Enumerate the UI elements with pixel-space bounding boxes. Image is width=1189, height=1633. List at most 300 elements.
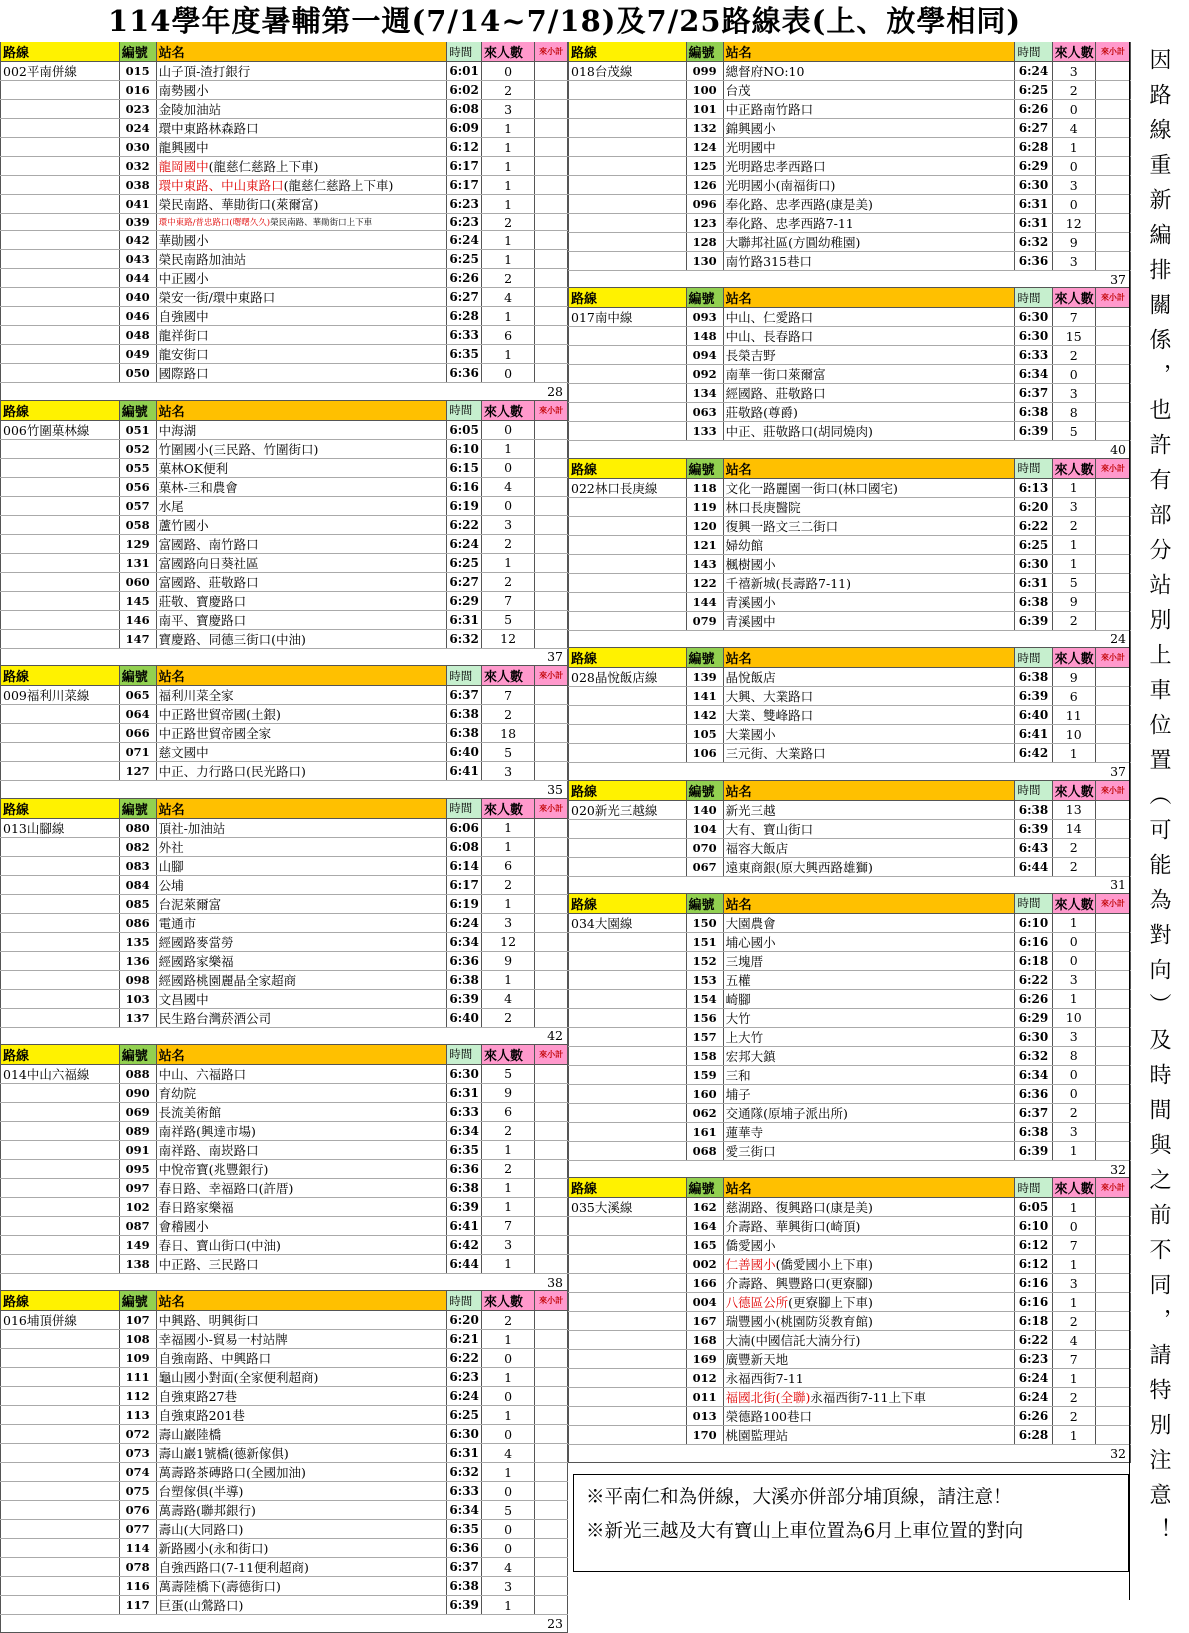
stop-name-text: 莊敬路(尊爵)	[725, 405, 798, 421]
stop-name-text: 晶悅飯店	[725, 670, 776, 686]
stop-code: 126	[686, 176, 723, 195]
route-name-empty	[1, 837, 120, 856]
stop-code: 165	[686, 1236, 723, 1255]
stop-subtotal	[1095, 706, 1130, 725]
stop-row	[1, 157, 568, 176]
stop-name-text: 復興一路文三二街口	[725, 518, 839, 534]
stop-time: 6:27	[447, 572, 482, 591]
stop-subtotal	[1095, 214, 1130, 233]
stop-name-text: 青溪國中	[725, 613, 776, 629]
stop-subtotal	[535, 837, 568, 856]
stop-name-text: 中悅帝寶(兆豐銀行)	[158, 1161, 269, 1177]
stop-subtotal	[535, 288, 568, 307]
stop-subtotal	[535, 439, 568, 458]
stop-name-text: 莊敬、寶慶路口	[158, 593, 247, 609]
route-name-empty	[569, 195, 687, 214]
stop-count: 2	[482, 1121, 535, 1140]
stop-count: 1	[482, 1140, 535, 1159]
stop-count: 4	[482, 1444, 535, 1463]
route-header-row	[1, 798, 568, 818]
stop-name-text: 林口長庚醫院	[725, 499, 801, 515]
stop-code: 050	[119, 364, 156, 383]
stop-code: 119	[686, 497, 723, 516]
stop-name	[723, 800, 1015, 819]
stop-code: 097	[119, 1178, 156, 1197]
stop-name	[156, 138, 447, 157]
stop-subtotal	[535, 195, 568, 214]
stop-code: 056	[119, 477, 156, 496]
stop-name-highlight: 龍岡國中	[158, 159, 209, 174]
stop-subtotal	[1095, 176, 1130, 195]
stop-time: 6:09	[447, 119, 482, 138]
route-total-row	[569, 763, 1131, 780]
stop-name-text: 大園農會	[725, 915, 776, 931]
route-name-empty	[569, 119, 687, 138]
header-stop: 站名	[156, 798, 447, 818]
stop-name	[723, 1236, 1015, 1255]
route-name-empty	[569, 252, 687, 271]
route-name-empty	[1, 1121, 120, 1140]
stop-row	[569, 1312, 1131, 1331]
stop-count: 1	[1052, 1255, 1095, 1274]
stop-name	[723, 1103, 1015, 1122]
stop-time: 6:24	[1015, 1369, 1052, 1388]
stop-row	[1, 1254, 568, 1273]
route-total-row	[1, 648, 568, 665]
route-name: 016埔頂併線	[1, 1311, 120, 1330]
stop-name-text: 中山、仁愛路口	[725, 310, 814, 326]
stop-name	[156, 572, 447, 591]
stop-name-text: 台泥萊爾富	[158, 896, 222, 912]
stop-name	[156, 458, 447, 477]
stop-row	[1, 1577, 568, 1596]
stop-subtotal	[1095, 478, 1130, 497]
route-name-empty	[569, 744, 687, 763]
route-name-empty	[1, 989, 120, 1008]
stop-time: 6:38	[1015, 403, 1052, 422]
stop-time: 6:33	[447, 326, 482, 345]
stop-subtotal	[1095, 668, 1130, 687]
stop-subtotal	[1095, 970, 1130, 989]
stop-count: 3	[482, 1577, 535, 1596]
stop-name-text: 福利川菜全家	[158, 688, 234, 704]
stop-code: 016	[119, 81, 156, 100]
route-name-empty	[569, 1065, 687, 1084]
stop-name-text: 華勛國小	[158, 233, 209, 249]
stop-count: 0	[1052, 195, 1095, 214]
stop-code: 127	[119, 762, 156, 781]
stop-code: 076	[119, 1501, 156, 1520]
stop-row	[1, 970, 568, 989]
stop-row	[1, 894, 568, 913]
route-name-empty	[1, 1406, 120, 1425]
stop-code: 153	[686, 970, 723, 989]
stop-time: 6:31	[447, 1083, 482, 1102]
stop-time: 6:23	[447, 1368, 482, 1387]
stop-code: 093	[686, 308, 723, 327]
stop-row	[569, 1084, 1131, 1103]
stop-count: 5	[482, 1501, 535, 1520]
stop-row	[1, 686, 568, 705]
header-count: 來人數	[1052, 1178, 1095, 1198]
route-name-empty	[1, 81, 120, 100]
route-name-empty	[1, 1349, 120, 1368]
stop-subtotal	[1095, 1008, 1130, 1027]
stop-name-text: 民生路台灣菸酒公司	[158, 1010, 272, 1026]
stop-time: 6:25	[1015, 535, 1052, 554]
stop-count: 2	[1052, 611, 1095, 630]
stop-time: 6:32	[447, 1463, 482, 1482]
stop-name-text: 介壽路、興豐路口(更寮腳)	[725, 1276, 873, 1292]
stop-subtotal	[535, 119, 568, 138]
stop-subtotal	[535, 1330, 568, 1349]
stop-row	[569, 1350, 1131, 1369]
route-name-empty	[1, 629, 120, 648]
stop-subtotal	[1095, 1122, 1130, 1141]
header-subtotal: 來小計	[1095, 648, 1130, 668]
stop-code: 082	[119, 837, 156, 856]
header-subtotal: 來小計	[535, 1044, 568, 1064]
route-name-empty	[569, 157, 687, 176]
stop-count: 0	[482, 364, 535, 383]
stop-code: 032	[119, 157, 156, 176]
stop-subtotal	[535, 1558, 568, 1577]
stop-code: 090	[119, 1083, 156, 1102]
stop-subtotal	[1095, 913, 1130, 932]
stop-time: 6:32	[1015, 233, 1052, 252]
stop-name	[723, 687, 1015, 706]
stop-name	[723, 119, 1015, 138]
stop-count: 1	[482, 1254, 535, 1273]
stop-name-text: 公埔	[158, 877, 184, 893]
stop-count: 3	[482, 515, 535, 534]
header-stop: 站名	[723, 780, 1015, 800]
route-name-empty	[1, 1558, 120, 1577]
stop-row	[1, 364, 568, 383]
header-code: 編號	[686, 42, 723, 62]
stop-name-text: 萬壽路茶磚路口(全國加油)	[158, 1465, 306, 1481]
stop-time: 6:36	[447, 1539, 482, 1558]
stop-row	[1, 420, 568, 439]
stop-code: 074	[119, 1463, 156, 1482]
stop-row	[1, 1539, 568, 1558]
stop-count: 4	[482, 989, 535, 1008]
stop-name	[723, 744, 1015, 763]
header-time: 時間	[447, 42, 482, 62]
route-name-empty	[569, 100, 687, 119]
stop-name	[156, 1121, 447, 1140]
stop-name-text: 經國路桃園麗晶全家超商	[158, 972, 297, 988]
route-name: 009福利川菜線	[1, 686, 120, 705]
stop-subtotal	[535, 705, 568, 724]
stop-time: 6:44	[447, 1254, 482, 1273]
stop-code: 068	[686, 1141, 723, 1160]
route-name-empty	[1, 100, 120, 119]
stop-row	[1, 1102, 568, 1121]
route-name-empty	[1, 250, 120, 269]
stop-code: 168	[686, 1331, 723, 1350]
stop-time: 6:39	[447, 1197, 482, 1216]
stop-subtotal	[1095, 1141, 1130, 1160]
stop-row	[569, 1407, 1131, 1426]
stop-time: 6:22	[1015, 516, 1052, 535]
header-time: 時間	[1015, 42, 1052, 62]
stop-count: 1	[482, 119, 535, 138]
stop-name-text: 經國路、莊敬路口	[725, 386, 826, 402]
stop-name-text: 中海湖	[158, 422, 197, 438]
stop-time: 6:37	[1015, 1103, 1052, 1122]
stop-subtotal	[1095, 1198, 1130, 1217]
stop-time: 6:24	[447, 231, 482, 250]
route-name-empty	[1, 515, 120, 534]
stop-code: 066	[119, 724, 156, 743]
route-name-empty	[569, 554, 687, 573]
stop-name-text: 南勢國小	[158, 83, 209, 98]
stop-name	[156, 1349, 447, 1368]
stop-subtotal	[535, 138, 568, 157]
stop-name-text: 中山、長春路口	[725, 329, 814, 345]
stop-name	[156, 62, 447, 81]
stop-name	[723, 1312, 1015, 1331]
stop-name	[156, 1102, 447, 1121]
stop-name	[156, 591, 447, 610]
stop-count: 14	[1052, 819, 1095, 838]
stop-subtotal	[535, 1463, 568, 1482]
header-subtotal: 來小計	[535, 1291, 568, 1311]
stop-count: 6	[1052, 687, 1095, 706]
stop-code: 150	[686, 913, 723, 932]
route-total: 35	[1, 781, 568, 798]
stop-row	[1, 610, 568, 629]
stop-count: 1	[482, 439, 535, 458]
stop-subtotal	[535, 989, 568, 1008]
stop-code: 092	[686, 365, 723, 384]
stop-name	[723, 346, 1015, 365]
header-time: 時間	[447, 666, 482, 686]
stop-code: 039	[119, 214, 156, 231]
route-name-empty	[569, 497, 687, 516]
stop-name	[156, 420, 447, 439]
stop-code: 107	[119, 1311, 156, 1330]
stop-time: 6:18	[1015, 951, 1052, 970]
route-name-empty	[569, 1008, 687, 1027]
stop-count: 4	[1052, 1331, 1095, 1350]
stop-time: 6:38	[1015, 800, 1052, 819]
route-name-empty	[1, 1140, 120, 1159]
route-header-row	[1, 400, 568, 420]
stop-name	[723, 403, 1015, 422]
stop-name	[723, 857, 1015, 876]
stop-name-text: 瑞豐國小(桃園防災教育館)	[725, 1314, 873, 1330]
stop-subtotal	[1095, 1388, 1130, 1407]
route-header-row	[569, 648, 1131, 668]
stop-code: 154	[686, 989, 723, 1008]
stop-code: 071	[119, 743, 156, 762]
stop-count: 0	[1052, 157, 1095, 176]
stop-subtotal	[1095, 725, 1130, 744]
stop-name	[723, 1065, 1015, 1084]
stop-code: 102	[119, 1197, 156, 1216]
stop-code: 089	[119, 1121, 156, 1140]
stop-row	[1, 345, 568, 364]
header-stop: 站名	[723, 1178, 1015, 1198]
stop-count: 3	[1052, 1027, 1095, 1046]
stop-name	[723, 535, 1015, 554]
stop-subtotal	[1095, 422, 1130, 441]
stop-name-text: 長流美術館	[158, 1104, 222, 1120]
stop-code: 077	[119, 1520, 156, 1539]
stop-name-text: 長榮吉野	[725, 348, 776, 364]
route-name-empty	[569, 1426, 687, 1445]
stop-count: 0	[1052, 365, 1095, 384]
stop-count: 1	[1052, 744, 1095, 763]
stop-subtotal	[1095, 119, 1130, 138]
stop-subtotal	[535, 157, 568, 176]
header-stop: 站名	[723, 893, 1015, 913]
stop-code: 131	[119, 553, 156, 572]
stop-name	[723, 195, 1015, 214]
stop-row	[1, 1121, 568, 1140]
stop-code: 075	[119, 1482, 156, 1501]
route-header-row	[1, 42, 568, 62]
stop-row	[569, 497, 1131, 516]
stop-code: 122	[686, 573, 723, 592]
stop-name	[723, 1255, 1015, 1274]
stop-code: 015	[119, 62, 156, 81]
route-name: 028晶悅飯店線	[569, 668, 687, 687]
stop-time: 6:26	[1015, 1407, 1052, 1426]
stop-code: 144	[686, 592, 723, 611]
stop-code: 104	[686, 819, 723, 838]
route-name-empty	[1, 364, 120, 383]
stop-row	[1, 1558, 568, 1577]
stop-name	[156, 1330, 447, 1349]
stop-count: 9	[1052, 668, 1095, 687]
stop-name-highlight: 八德區公所	[725, 1295, 789, 1311]
stop-code: 085	[119, 894, 156, 913]
stop-name	[156, 496, 447, 515]
stop-count: 1	[1052, 478, 1095, 497]
stop-name	[723, 1331, 1015, 1350]
stop-name-text: 富國路向日葵社區	[158, 555, 259, 571]
stop-time: 6:23	[1015, 1350, 1052, 1369]
stop-subtotal	[1095, 1065, 1130, 1084]
route-total-row	[569, 876, 1131, 893]
stop-subtotal	[1095, 535, 1130, 554]
stop-name	[723, 138, 1015, 157]
stop-code: 041	[119, 195, 156, 214]
route-name-empty	[1, 138, 120, 157]
stop-count: 2	[1052, 346, 1095, 365]
stop-subtotal	[535, 1406, 568, 1425]
stop-time: 6:34	[447, 1501, 482, 1520]
stop-subtotal	[535, 214, 568, 231]
route-name-empty	[1, 762, 120, 781]
stop-time: 6:38	[447, 1577, 482, 1596]
stop-name-text: 中正路南竹路口	[725, 102, 814, 117]
stop-subtotal	[1095, 327, 1130, 346]
stop-count: 3	[482, 1235, 535, 1254]
route-name-empty	[1, 1159, 120, 1178]
stop-time: 6:20	[1015, 497, 1052, 516]
stop-name-text: 愛三街口	[725, 1143, 776, 1159]
route-name-empty	[1, 932, 120, 951]
route-name-empty	[1, 1330, 120, 1349]
stop-time: 6:23	[447, 195, 482, 214]
stop-name	[156, 176, 447, 195]
header-time: 時間	[1015, 458, 1052, 478]
route-name-empty	[1, 894, 120, 913]
stop-name	[156, 288, 447, 307]
stop-name	[156, 932, 447, 951]
stop-subtotal	[535, 1444, 568, 1463]
stop-code: 136	[119, 951, 156, 970]
stop-name-text: 新光三越	[725, 802, 776, 818]
stop-row	[1, 1482, 568, 1501]
route-total: 32	[569, 1160, 1131, 1177]
header-stop: 站名	[156, 1044, 447, 1064]
stop-count: 2	[482, 875, 535, 894]
header-route: 路線	[1, 1291, 120, 1311]
route-name-empty	[569, 535, 687, 554]
route-total: 40	[569, 441, 1131, 458]
stop-time: 6:38	[1015, 592, 1052, 611]
stop-name-text: 福容大飯店	[725, 840, 789, 856]
stop-name	[156, 195, 447, 214]
stop-code: 128	[686, 233, 723, 252]
header-subtotal: 來小計	[1095, 42, 1130, 62]
stop-count: 8	[1052, 1046, 1095, 1065]
stop-row	[1, 326, 568, 345]
route-total-row	[569, 271, 1131, 288]
stop-name-text: 自強南路、中興路口	[158, 1351, 272, 1367]
header-count: 來人數	[482, 1291, 535, 1311]
stop-code: 132	[686, 119, 723, 138]
stop-row	[1, 629, 568, 648]
stop-name	[156, 553, 447, 572]
stop-name	[156, 231, 447, 250]
stop-name	[156, 1558, 447, 1577]
header-route: 路線	[569, 288, 687, 308]
stop-count: 7	[1052, 1236, 1095, 1255]
stop-name-text: 永福西街7-11上下車	[810, 1390, 927, 1406]
route-total: 24	[569, 630, 1131, 647]
stop-count: 0	[482, 1482, 535, 1501]
route-name-empty	[1, 1482, 120, 1501]
stop-count: 0	[482, 420, 535, 439]
stop-name	[723, 1046, 1015, 1065]
stop-count: 0	[1052, 932, 1095, 951]
stop-time: 6:24	[447, 913, 482, 932]
stop-time: 6:36	[447, 951, 482, 970]
stop-subtotal	[535, 269, 568, 288]
stop-count: 0	[482, 458, 535, 477]
stop-name	[723, 970, 1015, 989]
stop-name	[723, 819, 1015, 838]
stop-name	[723, 913, 1015, 932]
stop-name	[156, 1159, 447, 1178]
route-name-empty	[569, 989, 687, 1008]
stop-row	[1, 1444, 568, 1463]
stop-name	[156, 1596, 447, 1615]
stop-name-text: 山腳	[158, 858, 184, 874]
stop-code: 065	[119, 686, 156, 705]
stop-name	[723, 592, 1015, 611]
route-name-empty	[1, 534, 120, 553]
stop-row	[1, 705, 568, 724]
route-total: 32	[569, 1445, 1131, 1462]
header-count: 來人數	[1052, 42, 1095, 62]
